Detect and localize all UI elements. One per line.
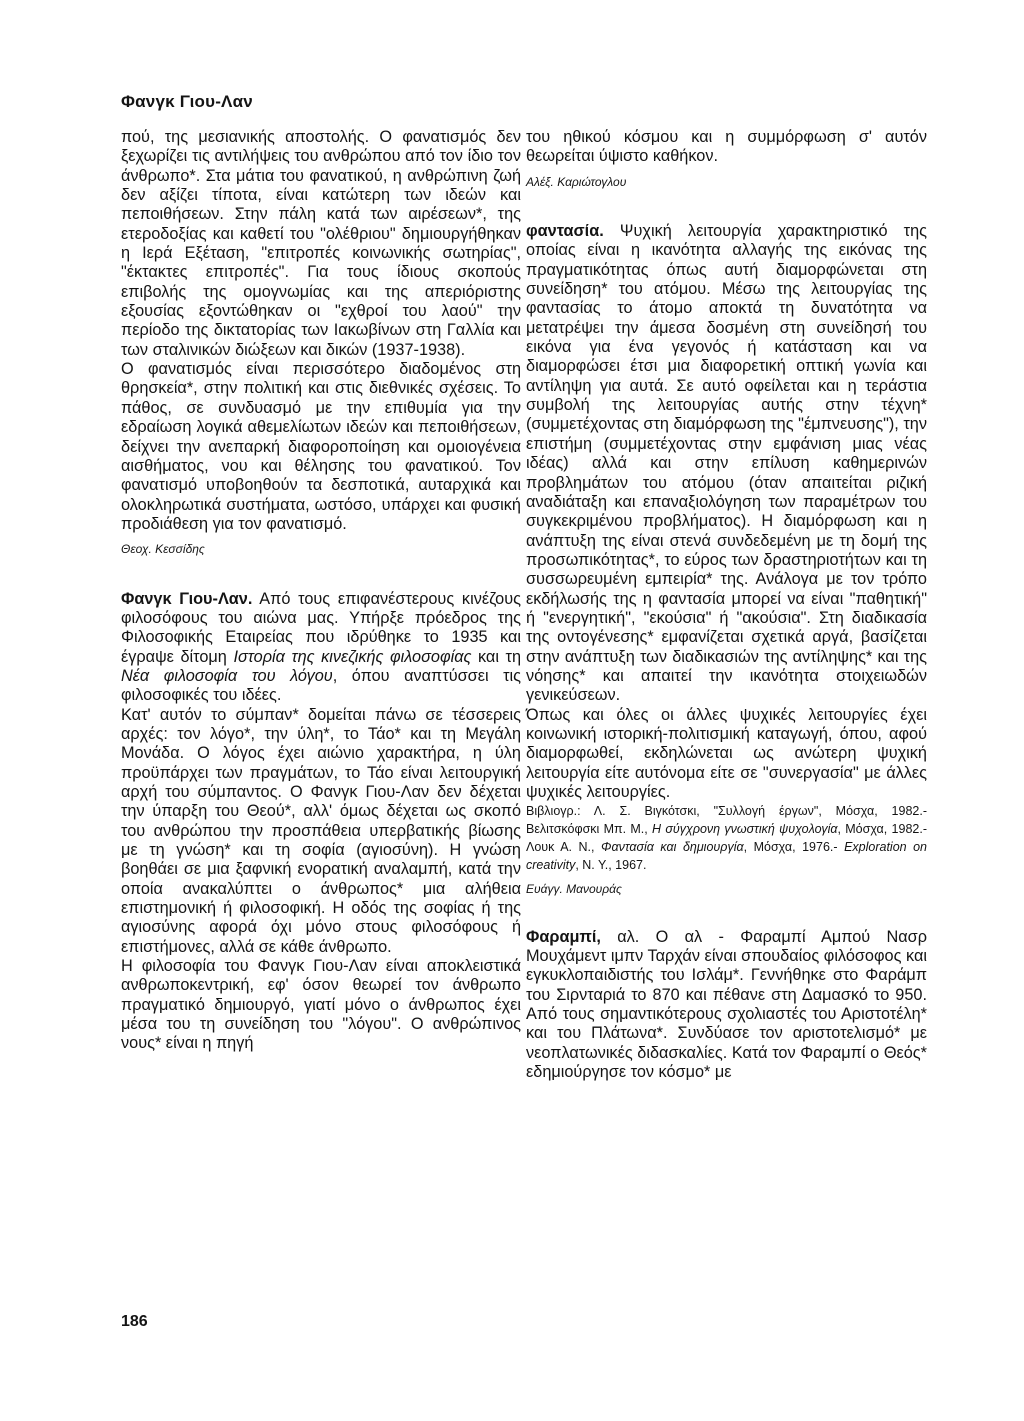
book-title: Exploration on creativity [526, 840, 928, 873]
bibliography [526, 802, 927, 874]
paragraph: πού, της μεσιανικής αποστολής. Ο φανατισμός δεν ξεχωρίζει τις αντιλήψεις του ανθρώπου από τον ίδιο τον άνθρωπο*. Στα μάτια του φανατικού, η ανθρώπινη ζωή δεν αξίζει τίποτα, είναι κατώτερη των ιδεών και πεποιθήσεων. Στην πάλη κατά των αιρέσεων*, της ετεροδοξίας και καθετί του "ολέθριου" δημιουργήθηκαν η Ιερά Εξέταση, "επιτροπές κοινωνικής σωτηρίας", "έκτακτες επιτροπές". Για τους ίδιους σκοπούς επιβολής της ομογνωμίας και της απεριόριστης εξουσίας εξοντώθηκαν οι "εχθροί του λαού" την περίοδο της δικτατορίας των Ιακωβίνων στη Γαλλία και των σταλινικών διώξεων και δικών (1937-1938). [121, 128, 521, 359]
paragraph: Κατ' αυτόν το σύμπαν* δομείται πάνω σε τέσσερεις αρχές: τον λόγο*, την ύλη*, το Τάο* και τη Μεγάλη Μονάδα. Ο λόγος έχει αιώνιο χαρακτήρα, η ύλη προϋπάρχει των πραγμάτων, το Τάο είναι λειτουργική αρχή του σύμπαντος. Ο Φανγκ Γιου-Λαν δεν δέχεται την ύπαρξη του Θεού*, αλλ' όμως δέχεται ως σκοπό του ανθρώπου την προσπάθεια υπερβατικής βίωσης με τη γνώση* και τη σοφία (αγιοσύνη). Η γνώση βοηθάει σε μια ξαφνική ενορατική αναλαμπή, κατά την οποία ανακαλύπτει ο άνθρωπος* μια αλήθεια επιστημονική ή φιλοσοφική. Η οδός της σοφίας ή της αγιοσύνης αφορά όχι μόνο στους φιλοσόφους ή επιστήμονες, αλλά σε κάθε άνθρωπο. [121, 705, 521, 956]
book-title: Φαντασία και δημιουργία [601, 840, 744, 855]
entry-text: Από τους επιφανέστερους κινέζους φιλοσόφους του αιώνα μας. Υπήρξε πρόεδρος της Φιλοσοφικής Εταιρείας που ιδρύθηκε το 1935 και έγραψε δίτομη [121, 589, 521, 666]
entry-text: Ψυχική λειτουργία χαρακτηριστικό της οποίας είναι η ικανότητα αλλαγής της εικόνας της πραγματικότητας όπως αυτή διαμορφώνεται στη συνείδηση* του ατόμου. Μέσω της λειτουργίας της φαντασίας το άτομο αποκτά τη δυνατότητα να μετατρέψει την άμεσα δοσμένη στη συνείδησή του εικόνα για ένα γεγονός ή κατάσταση και να διαμορφώσει έτσι μια διαφορετική οπτική γωνία και αντίληψη για αυτά. Σε αυτό οφείλεται και η τεράστια συμβολή της λειτουργίας αυτής στην τέχνη* (συμμετέχοντας στη διαμόρφωση της "έμπνευσης"), την επιστήμη (συμμετέχοντας στην εμφάνιση μιας νέας ιδέας) αλλά και στην επίλυση καθημερινών προβλημάτων του ατόμου (όταν απαιτείται ριζική αναδιάταξη και επαναξιολόγηση των παραμέτρων του συγκεκριμένου προβλήματος). Η διαμόρφωση και η ανάπτυξη της είναι στενά συνδεδεμένη με τη δομή της προσωπικότητας*, το εύρος των δραστηριοτήτων και τη συσσωρευμένη εμπειρία* της. Ανάλογα με τον τρόπο εκδήλωσής της η φαντασία μπορεί να είναι "παθητική" ή "ενεργητική", "εκούσια" ή "ακούσια". Στη διαδικασία της οντογένεσης* εμφανίζεται σχετικά αργά, βασίζεται στην ανάπτυξη των διαδικασιών της αντίληψης* και της νόησης* και απαιτεί την ικανότητα στοιχειωδών γενικεύσεων. [526, 222, 927, 705]
entry-term: φαντασία. [526, 222, 604, 241]
entry-term: Φανγκ Γιου-Λαν. [121, 589, 253, 608]
page-number: 186 [121, 1313, 148, 1330]
bibliography-text: , N. Y., 1967. [575, 858, 647, 873]
left-column [121, 128, 521, 1054]
book-title: Ιστορία της κινεζικής φιλοσοφίας [233, 647, 472, 666]
entry-term: Φαραμπί, [526, 927, 601, 946]
bibliography-text: Βιβλιογρ.: Λ. Σ. Βιγκότσκι, "Συλλογή έργων", Μόσχα, 1982.- Βελιτσκόφσκι Μπ. Μ., [526, 804, 927, 837]
entry-fang-yu-lan [121, 590, 521, 706]
bibliography-text: , Μόσχα, 1982.- Λουκ Α. Ν., [526, 822, 927, 855]
paragraph: Η φιλοσοφία του Φανγκ Γιου-Λαν είναι αποκλειστικά ανθρωποκεντρική, εφ' όσον θεωρεί τον άνθρωπο πραγματικό δημιουργό, γιατί μόνο ο άνθρωπος έχει μέσα του τη συνείδηση του "λόγου". Ο ανθρώπινος νους* είναι η πηγή [121, 957, 521, 1053]
right-column [526, 128, 927, 1082]
paragraph: Ο φανατισμός είναι περισσότερο διαδομένος στη θρησκεία*, στην πολιτική και στις διεθνικές σχέσεις. Το πάθος, σε συνδυασμό με την επιθυμία για την εδραίωση λογικά αθεμελίωτων ιδεών και πεποιθήσεων, δείχνει την ανεπαρκή διαφοροποίηση και ομοιογένεια αισθήματος, νου και θέλησης του φανατικού. Τον φανατισμό υποβοηθούν τα δεσποτικά, αυταρχικά και ολοκληρωτικά συστήματα, ωστόσο, υπάρχει και φυσική προδιάθεση για τον φανατισμό. [121, 360, 521, 533]
book-title: Νέα φιλοσοφία του λόγου [121, 666, 333, 685]
author-signature: Αλέξ. Καριώτογλου [526, 174, 627, 189]
entry-text: και τη [471, 647, 522, 666]
paragraph: Όπως και όλες οι άλλες ψυχικές λειτουργίες έχει κοινωνική ιστορική-πολιτισμική καταγωγή, όπου, αφού διαμορφωθεί, εκδηλώνεται ως ανώτερη ψυχική λειτουργία είτε αυτόνομα είτε σε "συνεργασία" με άλλες ψυχικές λειτουργίες. [526, 705, 927, 801]
bibliography-text: , Μόσχα, 1976.- [743, 840, 845, 855]
entry-fantasia [526, 222, 927, 706]
author-signature: Ευάγγ. Μανουράς [526, 882, 622, 897]
running-header: Φανγκ Γιου-Λαν [121, 92, 253, 111]
entry-farabi [526, 928, 927, 1083]
paragraph: του ηθικού κόσμου και η συμμόρφωση σ' αυτόν θεωρείται ύψιστο καθήκον. [526, 128, 927, 166]
book-title: Η σύγχρονη γνωστική ψυχολογία [652, 822, 838, 837]
entry-text: αλ. Ο αλ - Φαραμπί Αμπού Νασρ Μουχάμεντ ιμπν Ταρχάν είναι σπουδαίος φιλόσοφος και εγκυκλοπαιδιστής του Ισλάμ*. Γεννήθηκε στο Φαράμπ του Σιρνταριά το 870 και πέθανε στη Δαμασκό το 950. Από τους σημαντικότερους σχολιαστές του Αριστοτέλη* και του Πλάτωνα*. Συνδύασε τον αριστοτελισμό* με νεοπλατωνικές διδασκαλίες. Κατά τον Φαραμπί ο Θεός* εδημιούργησε τον κόσμο* με [526, 927, 927, 1082]
author-signature: Θεοχ. Κεσσίδης [121, 542, 205, 557]
entry-text: , όπου αναπτύσσει τις φιλοσοφικές του ιδέες. [121, 666, 522, 705]
